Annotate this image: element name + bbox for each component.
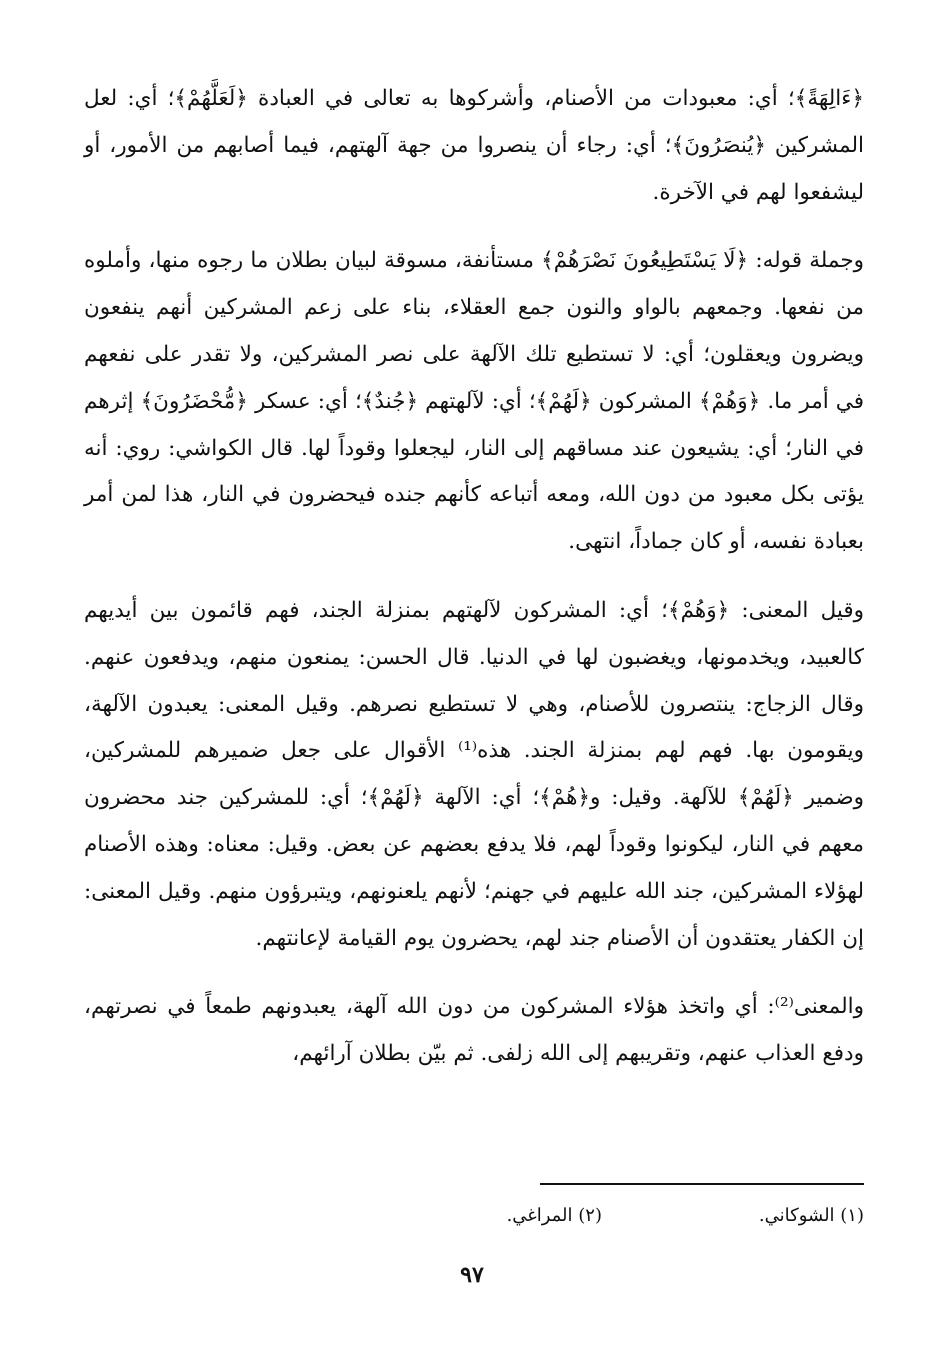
footnote-2: (٢) المراغي.	[506, 1205, 602, 1226]
paragraph-3: وقيل المعنى: ﴿وَهُمْ﴾؛ أي: المشركون لآلهتهم بمنزلة الجند، فهم قائمون بين أيديهم كالعبيد، ويخدمونها، ويغضبون لها في الدنيا. قال الحسن: يمنعون منهم، ويدفعون عنهم. وقال الزجاج: ينتصرون للأصنام، وهي لا تستطيع نصرهم. وقيل المعنى: يعبدون الآلهة، ويقومون بها. فهم لهم بمنزلة الجند. هذه⁽¹⁾ الأقوال على جعل ضميرهم للمشركين، وضمير ﴿لَهُمْ﴾ للآلهة. وقيل: و﴿هُمْ﴾؛ أي: الآلهة ﴿لَهُمْ﴾؛ أي: للمشركين جند محضرون معهم في النار، ليكونوا وقوداً لهم، فلا يدفع بعضهم عن بعض. وقيل: معناه: وهذه الأصنام لهؤلاء المشركين، جند الله عليهم في جهنم؛ لأنهم يلعنونهم، ويتبرؤون منهم. وقيل المعنى: إن الكفار يعتقدون أن الأصنام جند لهم، يحضرون يوم القيامة لإعانتهم.	[84, 597, 864, 951]
page-body	[84, 76, 864, 1100]
page-number: ٩٧	[460, 1262, 484, 1288]
footnote-divider	[540, 1183, 864, 1185]
footnote-1: (١) الشوكاني.	[758, 1205, 864, 1226]
paragraph-2: وجملة قوله: ﴿لَا يَسْتَطِيعُونَ نَصْرَهُمْ﴾ مستأنفة، مسوقة لبيان بطلان ما رجوه منها، وأملوه من نفعها. وجمعهم بالواو والنون جمع العقلاء، بناء على زعم المشركين أنهم ينفعون ويضرون ويعقلون؛ أي: لا تستطيع تلك الآلهة على نصر المشركين، ولا تقدر على نفعهم في أمر ما. ﴿وَهُمْ﴾ المشركون ﴿لَهُمْ﴾؛ أي: لآلهتهم ﴿جُندٌ﴾؛ أي: عسكر ﴿مُّحْضَرُونَ﴾ إثرهم في النار؛ أي: يشيعون عند مساقهم إلى النار، ليجعلوا وقوداً لها. قال الكواشي: روي: أنه يؤتى بكل معبود من دون الله، ومعه أتباعه كأنهم جنده فيحضرون في النار، هذا لمن أمر بعبادة نفسه، أو كان جماداً، انتهى.	[84, 248, 864, 555]
paragraph-1: ﴿ءَالِهَةً﴾؛ أي: معبودات من الأصنام، وأشركوها به تعالى في العبادة ﴿لَعَلَّهُمْ﴾؛ أي: لعل المشركين ﴿يُنصَرُونَ﴾؛ أي: رجاء أن ينصروا من جهة آلهتهم، فيما أصابهم من الأمور، أو ليشفعوا لهم في الآخرة.	[84, 86, 864, 205]
paragraph-4: والمعنى⁽²⁾: أي واتخذ هؤلاء المشركون من دون الله آلهة، يعبدونهم طمعاً في نصرتهم، ودفع العذاب عنهم، وتقريبهم إلى الله زلفى. ثم بيّن بطلان آرائهم،	[84, 994, 864, 1067]
